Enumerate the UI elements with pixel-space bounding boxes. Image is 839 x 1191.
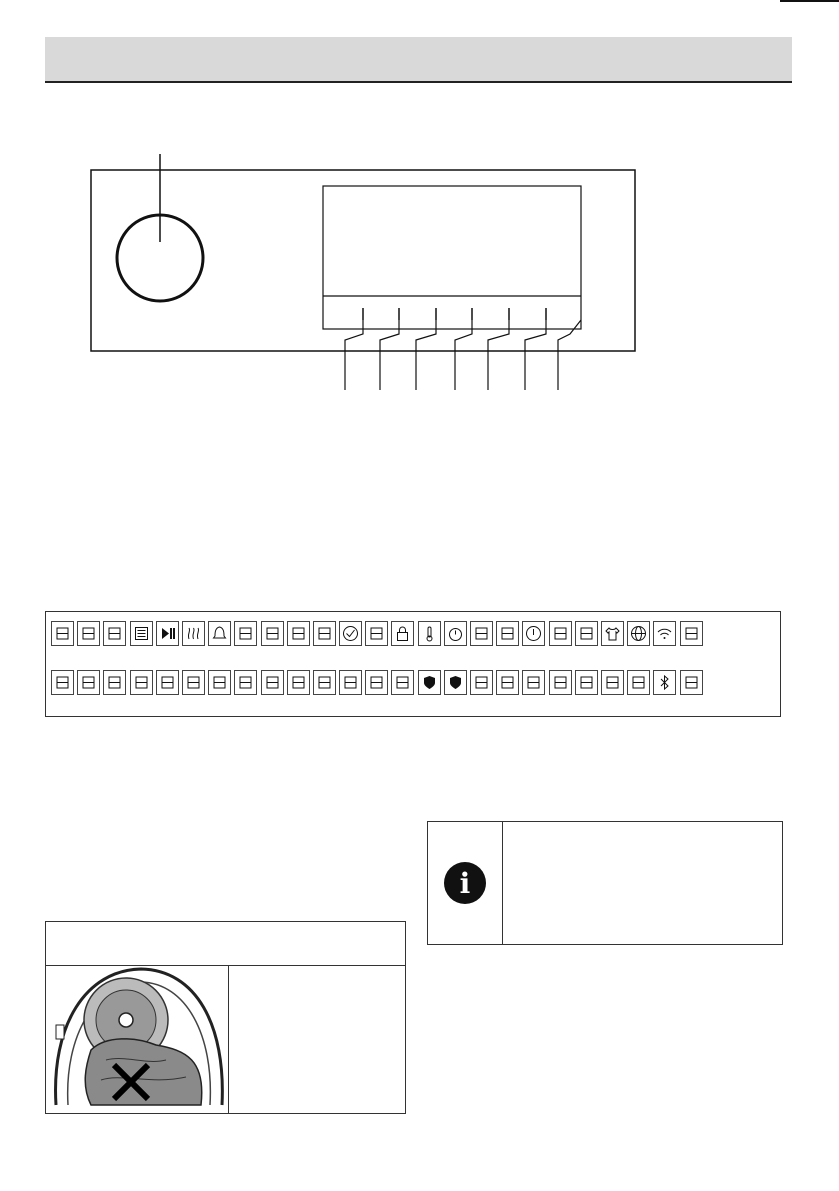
warning-box	[45, 921, 406, 1114]
drum-icon	[77, 670, 100, 695]
bedding-icon	[339, 670, 362, 695]
check-icon	[339, 621, 362, 646]
hanger-dry-icon	[51, 670, 74, 695]
flask-cotton-icon	[182, 670, 205, 695]
list-icon	[130, 621, 153, 646]
symbol-legend-strip	[45, 611, 781, 717]
mix-cotton-icon	[234, 670, 257, 695]
bluetooth-icon	[653, 670, 676, 695]
wifi-icon	[653, 621, 676, 646]
callout-line	[558, 320, 581, 390]
shirt-icon	[601, 621, 624, 646]
info-box	[427, 821, 783, 945]
envelope-icon	[365, 670, 388, 695]
globe-icon	[627, 621, 650, 646]
bell-icon	[208, 621, 231, 646]
steam-plus-icon	[496, 670, 519, 695]
power-icon	[522, 621, 545, 646]
header-band	[45, 37, 792, 83]
restart-icon	[365, 621, 388, 646]
hanger-3plus-icon	[313, 621, 336, 646]
flask-icon	[208, 670, 231, 695]
callout-line	[345, 320, 363, 390]
eco-cycle-icon	[496, 621, 519, 646]
corner-mark	[780, 0, 839, 2]
leaf-icon	[130, 670, 153, 695]
no-wool-icon	[549, 621, 572, 646]
display-window	[323, 186, 581, 329]
shirt-refresh-icon	[103, 670, 126, 695]
thermometer-icon	[418, 621, 441, 646]
night-icon	[549, 670, 572, 695]
callout-line	[525, 320, 546, 390]
lock-icon	[391, 621, 414, 646]
callout-lines	[345, 320, 581, 390]
cotton-icon	[261, 670, 284, 695]
towel-icon	[156, 670, 179, 695]
icon-row-1	[51, 621, 703, 646]
baby-icon	[601, 670, 624, 695]
callout-line	[416, 320, 436, 390]
pen-icon	[51, 621, 74, 646]
dots-grid-icon	[103, 621, 126, 646]
callout-line	[488, 320, 509, 390]
steam-icon	[470, 670, 493, 695]
play-pause-icon	[156, 621, 179, 646]
anti-crease-icon	[575, 621, 598, 646]
jeans-icon	[287, 670, 310, 695]
remote-phone-icon	[680, 621, 703, 646]
water-fill-icon	[680, 670, 703, 695]
info-icon: i	[444, 862, 486, 904]
lamp-icon	[627, 670, 650, 695]
filter-icon	[77, 621, 100, 646]
quick-icon	[391, 670, 414, 695]
callout-line	[455, 320, 472, 390]
delay-timer-icon	[470, 621, 493, 646]
control-panel-diagram	[0, 150, 700, 400]
jacket-icon	[575, 670, 598, 695]
heat-waves-icon	[182, 621, 205, 646]
info-icon-column	[428, 822, 503, 944]
hanger-2plus-icon	[287, 621, 310, 646]
warning-header	[46, 922, 405, 966]
steam-plus-plus-icon	[522, 670, 545, 695]
hanger-2-icon	[261, 621, 284, 646]
icon-row-2	[51, 670, 703, 695]
shield-plus-icon	[418, 670, 441, 695]
callout-line	[380, 320, 399, 390]
iron-icon	[234, 621, 257, 646]
shield-heart-icon	[444, 670, 467, 695]
button-marks	[363, 308, 546, 320]
timer-icon	[444, 621, 467, 646]
drum-warning-image	[46, 965, 229, 1113]
outdoor-icon	[313, 670, 336, 695]
